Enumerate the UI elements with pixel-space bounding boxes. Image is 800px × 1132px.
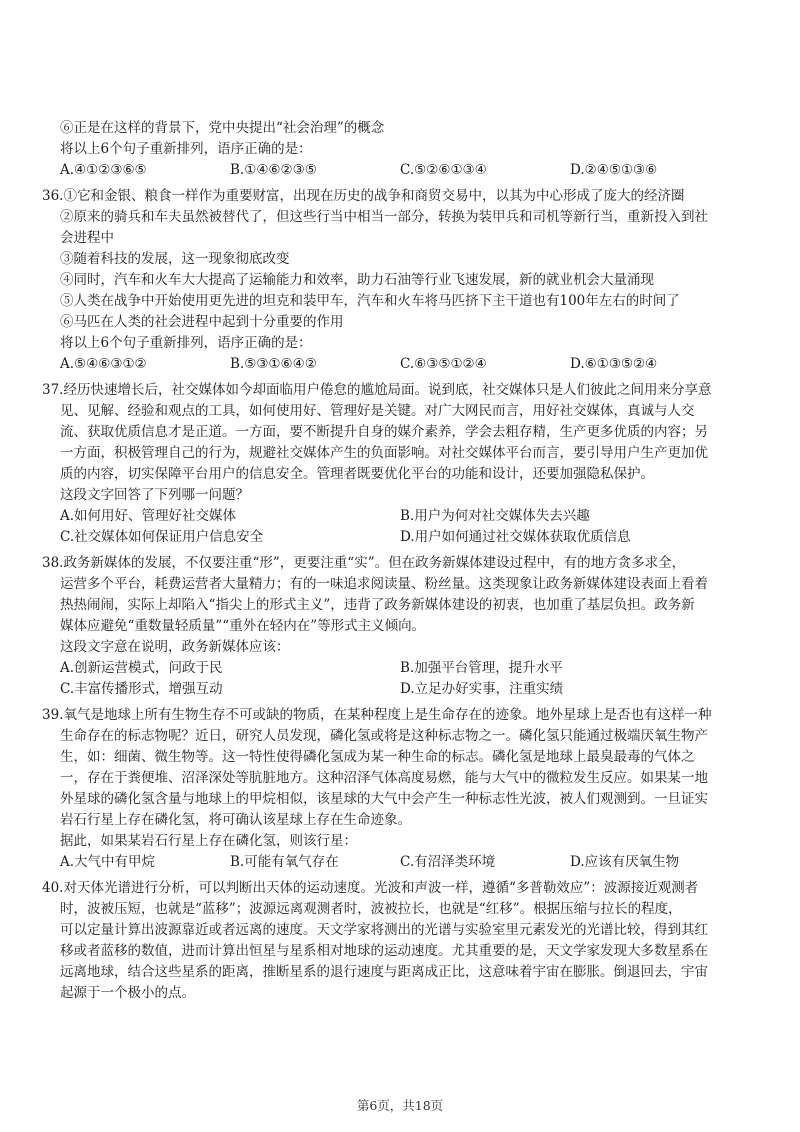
option-row bbox=[0, 527, 800, 548]
question-number: 40. bbox=[42, 880, 64, 896]
option-b[interactable]: B.可能有氧气存在 bbox=[230, 854, 339, 870]
sentence: ⑥马匹在人类的社会进程中起到十分重要的作用 bbox=[60, 314, 344, 330]
option-row bbox=[0, 160, 800, 181]
option-b[interactable]: B.用户为何对社交媒体失去兴趣 bbox=[400, 508, 590, 524]
passage-text: 热热闹闹，实际上却陷入“指尖上的形式主义”，违背了政务新媒体建设的初衷，也加重了基层负担。政务新 bbox=[60, 597, 695, 613]
option-d[interactable]: D.立足办好实事，注重实绩 bbox=[400, 681, 564, 697]
question-prompt: 这段文字回答了下列哪一问题？ bbox=[60, 487, 249, 503]
option-row bbox=[0, 679, 800, 700]
option-a[interactable]: A.④①②③⑥⑤ bbox=[60, 162, 147, 178]
option-c[interactable]: C.丰富传播形式，增强互动 bbox=[60, 681, 223, 697]
passage-text: 起源于一个极小的点。 bbox=[60, 985, 195, 1001]
passage-text: 质的内容，切实保障平台用户的信息安全。管理者既要优化平台的功能和设计，还要加强隐私保护。 bbox=[60, 466, 654, 482]
question-prompt: 据此，如果某岩石行星上存在磷化氢，则该行星： bbox=[60, 833, 357, 849]
passage-text: 运营多个平台，耗费运营者大量精力；有的一味追求阅读量、粉丝量。这类现象让政务新媒体建设表面上看着 bbox=[60, 576, 708, 592]
option-row bbox=[0, 658, 800, 679]
option-c[interactable]: C.⑤②⑥①③④ bbox=[400, 162, 487, 178]
passage-text: 生命存在的标志物呢？近日，研究人员发现，磷化氢或将是这种标志物之一。磷化氢只能通过极端厌氧生物产 bbox=[60, 728, 708, 744]
option-c[interactable]: C.社交媒体如何保证用户信息安全 bbox=[60, 529, 264, 545]
sentence-6: ⑥正是在这样的背景下，党中央提出“社会治理”的概念 bbox=[60, 120, 385, 136]
passage-text: 媒体应避免“重数量轻质量”“重外在轻内在”等形式主义倾向。 bbox=[60, 618, 426, 634]
option-d[interactable]: D.②④⑤①③⑥ bbox=[570, 162, 658, 178]
passage-text: 经历快速增长后，社交媒体如今却面临用户倦怠的尴尬局面。说到底，社交媒体只是人们彼此之间用来分享意 bbox=[63, 382, 712, 398]
passage-text: 外星球的磷化氢含量与地球上的甲烷相似，该星球的大气中会产生一种标志性光波，被人们观测到。一旦证实 bbox=[60, 791, 708, 807]
passage-text: 一，存在于粪便堆、沼泽深处等肮脏地方。这种沼泽气体高度易燃，能与大气中的微粒发生反应。如果某一地 bbox=[60, 770, 708, 786]
question-number: 37. bbox=[42, 382, 64, 398]
option-row bbox=[0, 354, 800, 375]
passage-text: 见、见解、经验和观点的工具，如何使用好、管理好是关键。对广大网民而言，用好社交媒体，真诚与人交 bbox=[60, 403, 695, 419]
option-c[interactable]: C.有沼泽类环境 bbox=[400, 854, 496, 870]
option-a[interactable]: A.如何用好、管理好社交媒体 bbox=[60, 508, 237, 524]
option-b[interactable]: B.⑤③①⑥④② bbox=[230, 356, 317, 372]
question-38-line bbox=[0, 553, 800, 574]
passage-text: 氧气是地球上所有生物生存不可或缺的物质，在某种程度上是生命存在的迹象。地外星球上是否也有这样一种 bbox=[63, 707, 712, 723]
option-d[interactable]: D.用户如何通过社交媒体获取优质信息 bbox=[400, 529, 631, 545]
option-b[interactable]: B.加强平台管理，提升水平 bbox=[400, 660, 563, 676]
question-number: 39. bbox=[42, 707, 64, 723]
question-36-line bbox=[0, 186, 800, 207]
question-37-line bbox=[0, 380, 800, 401]
sentence: ②原来的骑兵和车夫虽然被替代了，但这些行当中相当一部分，转换为装甲兵和司机等新行当，重新投入到社 bbox=[60, 209, 708, 225]
question-prompt: 将以上6个句子重新排列，语序正确的是： bbox=[60, 141, 312, 157]
passage-text: 可以定量计算出波源靠近或者远离的速度。天文学家将测出的光谱与实验室里元素发光的光谱比较，得到其红 bbox=[60, 922, 708, 938]
option-d[interactable]: D.⑥①③⑤②④ bbox=[570, 356, 658, 372]
page-content bbox=[0, 118, 800, 1004]
passage-text: 远离地球，结合这些星系的距离，推断星系的退行速度与距离成正比，这意味着宇宙在膨胀。倒退回去，宇宙 bbox=[60, 964, 708, 980]
option-c[interactable]: C.⑥③⑤①②④ bbox=[400, 356, 487, 372]
sentence: 会进程中 bbox=[60, 230, 114, 246]
question-number: 38. bbox=[42, 555, 64, 571]
question-prompt: 将以上6个句子重新排列，语序正确的是： bbox=[60, 335, 312, 351]
question-39-line bbox=[0, 705, 800, 726]
question-40-line bbox=[0, 878, 800, 899]
sentence: ④同时，汽车和火车大大提高了运输能力和效率，助力石油等行业飞速发展，新的就业机会大量涌现 bbox=[60, 272, 654, 288]
passage-text: 移或者蓝移的数值，进而计算出恒星与星系相对地球的运动速度。尤其重要的是，天文学家发现大多数星系在 bbox=[60, 943, 708, 959]
sentence: ①它和金银、粮食一样作为重要财富，出现在历史的战争和商贸交易中，以其为中心形成了庞大的经济圈 bbox=[63, 188, 685, 204]
passage-text: 岩石行星上存在磷化氢，将可确认该星球上存在生命迹象。 bbox=[60, 812, 411, 828]
option-b[interactable]: B.①④⑥②③⑤ bbox=[230, 162, 317, 178]
option-d[interactable]: D.应该有厌氧生物 bbox=[570, 854, 680, 870]
question-prompt: 这段文字意在说明，政务新媒体应该： bbox=[60, 639, 290, 655]
option-a[interactable]: A.⑤④⑥③①② bbox=[60, 356, 147, 372]
question-number: 36. bbox=[42, 188, 64, 204]
sentence: ⑤人类在战争中开始使用更先进的坦克和装甲车，汽车和火车将马匹挤下主干道也有100年左右的时间了 bbox=[60, 293, 680, 309]
passage-text: 政务新媒体的发展，不仅要注重“形”，更要注重“实”。但在政务新媒体建设过程中，有的地方贪多求全， bbox=[63, 555, 686, 571]
passage-text: 对天体光谱进行分析，可以判断出天体的运动速度。光波和声波一样，遵循“多普勒效应”：波源接近观测者 bbox=[63, 880, 699, 896]
option-row bbox=[0, 852, 800, 873]
passage-text: 一方面，积极管理自己的行为，规避社交媒体产生的负面影响。对社交媒体平台而言，要引导用户生产更加优 bbox=[60, 445, 708, 461]
passage-text: 时，波被压短，也就是“蓝移”；波源远离观测者时，波被拉长，也就是“红移”。根据压缩与拉长的程度， bbox=[60, 901, 682, 917]
passage-text: 流、获取优质信息才是正道。一方面，要不断提升自身的媒介素养，学会去粗存精，生产更多优质的内容；另 bbox=[60, 424, 708, 440]
page-footer: 第6页，共18页 bbox=[356, 1098, 444, 1113]
option-a[interactable]: A.大气中有甲烷 bbox=[60, 854, 156, 870]
sentence: ③随着科技的发展，这一现象彻底改变 bbox=[60, 251, 290, 267]
passage-text: 生，如：细菌、微生物等。这一特性使得磷化氢成为某一种生命的标志。磷化氢是地球上最臭最毒的气体之 bbox=[60, 749, 695, 765]
option-row bbox=[0, 506, 800, 527]
option-a[interactable]: A.创新运营模式，问政于民 bbox=[60, 660, 223, 676]
